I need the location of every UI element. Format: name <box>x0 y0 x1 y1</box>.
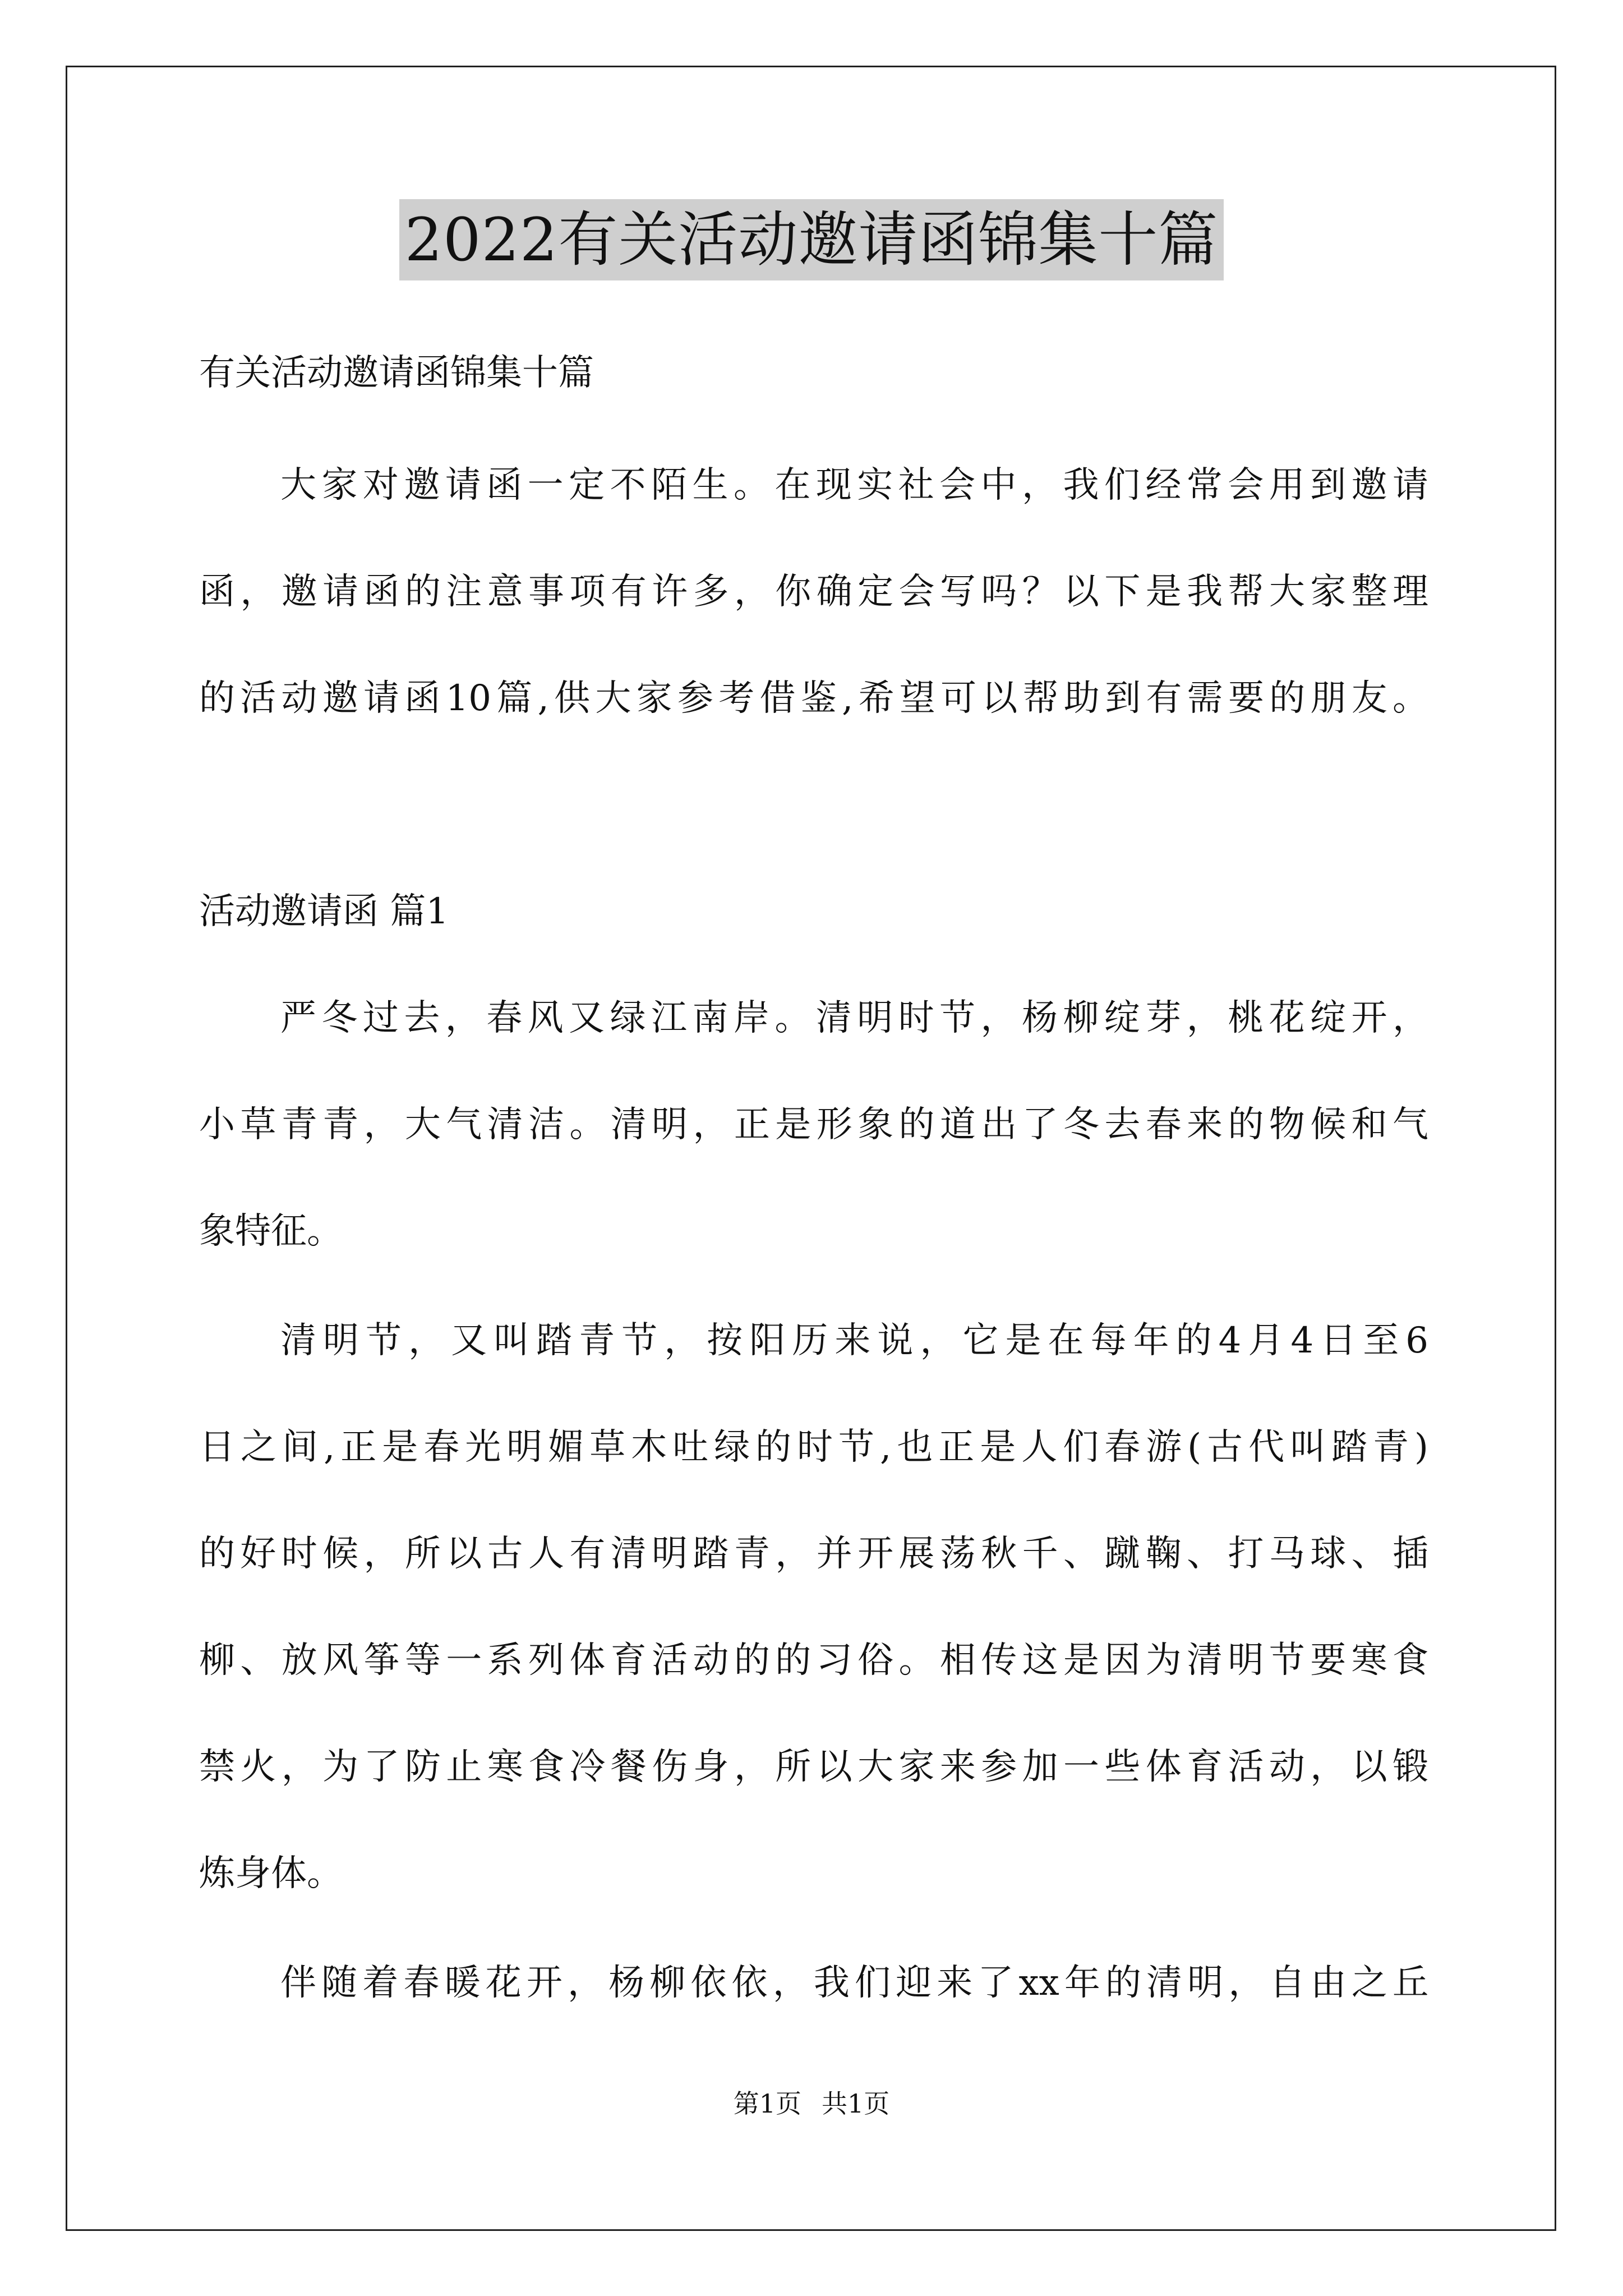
document-title-text: 2022有关活动邀请函锦集十篇 <box>399 199 1224 280</box>
paragraph-2-line-2: 日之间,正是春光明媚草木吐绿的时节,也正是人们春游(古代叫踏青) <box>199 1427 1428 1468</box>
intro-line-1: 大家对邀请函一定不陌生。在现实社会中，我们经常会用到邀请 <box>280 464 1428 506</box>
paragraph-3-line-1: 伴随着春暖花开，杨柳依依，我们迎来了xx年的清明，自由之丘 <box>280 1962 1428 2004</box>
paragraph-1-line-1: 严冬过去，春风又绿江南岸。清明时节，杨柳绽芽，桃花绽开， <box>280 997 1428 1039</box>
paragraph-2-line-4: 柳、放风筝等一系列体育活动的的习俗。相传这是因为清明节要寒食 <box>199 1640 1428 1681</box>
intro-line-2: 函，邀请函的注意事项有许多，你确定会写吗？以下是我帮大家整理 <box>199 571 1428 613</box>
document-title <box>0 199 1623 280</box>
page-footer <box>0 2087 1623 2120</box>
paragraph-1-line-2: 小草青青，大气清洁。清明，正是形象的道出了冬去春来的物候和气 <box>199 1104 1428 1145</box>
paragraph-2-line-5: 禁火，为了防止寒食冷餐伤身，所以大家来参加一些体育活动，以锻 <box>199 1746 1428 1788</box>
section-heading: 活动邀请函 篇1 <box>199 891 449 932</box>
paragraph-2-line-3: 的好时候，所以古人有清明踏青，并开展荡秋千、蹴鞠、打马球、插 <box>199 1533 1428 1575</box>
paragraph-2-line-1: 清明节，又叫踏青节，按阳历来说，它是在每年的4月4日至6 <box>280 1320 1428 1361</box>
page-total: 共1页 <box>822 2088 890 2119</box>
paragraph-1-line-3: 象特征。 <box>199 1211 343 1252</box>
paragraph-2-line-6: 炼身体。 <box>199 1853 343 1894</box>
page-number: 第1页 <box>733 2088 801 2119</box>
document-subtitle: 有关活动邀请函锦集十篇 <box>199 352 594 394</box>
intro-line-3: 的活动邀请函10篇,供大家参考借鉴,希望可以帮助到有需要的朋友。 <box>199 678 1428 719</box>
